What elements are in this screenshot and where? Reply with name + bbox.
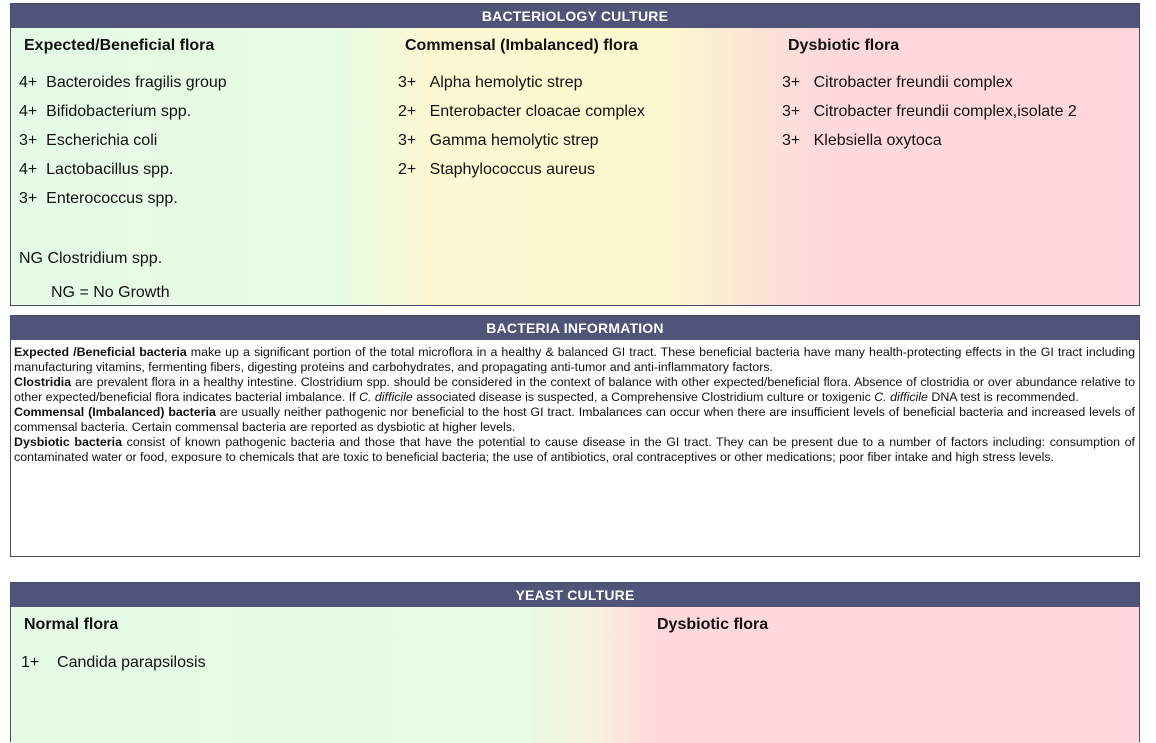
list-item: 2+ Staphylococcus aureus — [398, 161, 596, 178]
clostridia-paragraph: Clostridia are prevalent flora in a healthy intestine. Clostridium spp. should be considered in the context of balance with other expected/beneficial flora. Absence of clostridia or over abundance relative to other expected/beneficial flora indicates bacterial imbalance. If C. difficile associated disease is suspected, a Comprehensive Clostridium culture or toxigenic C. difficile DNA test is recommended. — [14, 375, 1135, 404]
bacteriology-body — [11, 28, 1139, 305]
yeast-culture-header: YEAST CULTURE — [11, 583, 1139, 607]
bacteria-information-body — [11, 340, 1139, 465]
normal-flora-title: Normal flora — [24, 616, 119, 633]
list-item: 4+ Bacteroides fragilis group — [19, 74, 227, 91]
clostridium-item: NG Clostridium spp. — [19, 250, 163, 267]
list-item: 4+ Lactobacillus spp. — [19, 161, 174, 178]
bacteriology-culture-section — [10, 3, 1140, 306]
list-item: 3+ Enterococcus spp. — [19, 190, 178, 207]
list-item: 3+ Gamma hemolytic strep — [398, 132, 599, 149]
list-item: 3+ Escherichia coli — [19, 132, 158, 149]
list-item: 3+ Alpha hemolytic strep — [398, 74, 583, 91]
list-item: 4+ Bifidobacterium spp. — [19, 103, 192, 120]
yeast-culture-body — [11, 607, 1139, 743]
yeast-culture-section — [10, 582, 1140, 742]
yeast-dysbiotic-flora-title: Dysbiotic flora — [657, 616, 769, 633]
no-growth-note: NG = No Growth — [51, 284, 170, 301]
commensal-bacteria-paragraph: Commensal (Imbalanced) bacteria are usually neither pathogenic nor beneficial to the host GI tract. Imbalances can occur when there are insufficient levels of beneficial bacteria and increased levels of commensal bacteria. Certain commensal bacteria are reported as dysbiotic at higher levels. — [14, 405, 1135, 434]
list-item: 3+ Citrobacter freundii complex — [782, 74, 1013, 91]
dysbiotic-flora-title: Dysbiotic flora — [788, 37, 900, 54]
beneficial-flora-title: Expected/Beneficial flora — [24, 37, 215, 54]
bacteria-information-header: BACTERIA INFORMATION — [11, 316, 1139, 340]
list-item: 2+ Enterobacter cloacae complex — [398, 103, 645, 120]
commensal-flora-title: Commensal (Imbalanced) flora — [405, 37, 638, 54]
bacteriology-header: BACTERIOLOGY CULTURE — [11, 4, 1139, 28]
bacteria-information-section — [10, 315, 1140, 557]
dysbiotic-bacteria-paragraph: Dysbiotic bacteria consist of known pathogenic bacteria and those that have the potential to cause disease in the GI tract. They can be present due to a number of factors including: consumption of contaminated water or food, exposure to chemicals that are toxic to beneficial bacteria; the use of antibiotics, oral contraceptives or other medications; poor fiber intake and high stress levels. — [14, 435, 1135, 464]
beneficial-bacteria-paragraph: Expected /Beneficial bacteria make up a significant portion of the total microflora in a healthy & balanced GI tract. These beneficial bacteria have many health-protecting effects in the GI tract including manufacturing vitamins, fermenting fibers, digesting proteins and carbohydrates, and propagating anti-tumor and anti-inflammatory factors. — [14, 345, 1135, 374]
list-item: 3+ Citrobacter freundii complex,isolate 2 — [782, 103, 1077, 120]
list-item: 3+ Klebsiella oxytoca — [782, 132, 942, 149]
list-item: 1+ Candida parapsilosis — [21, 654, 206, 671]
